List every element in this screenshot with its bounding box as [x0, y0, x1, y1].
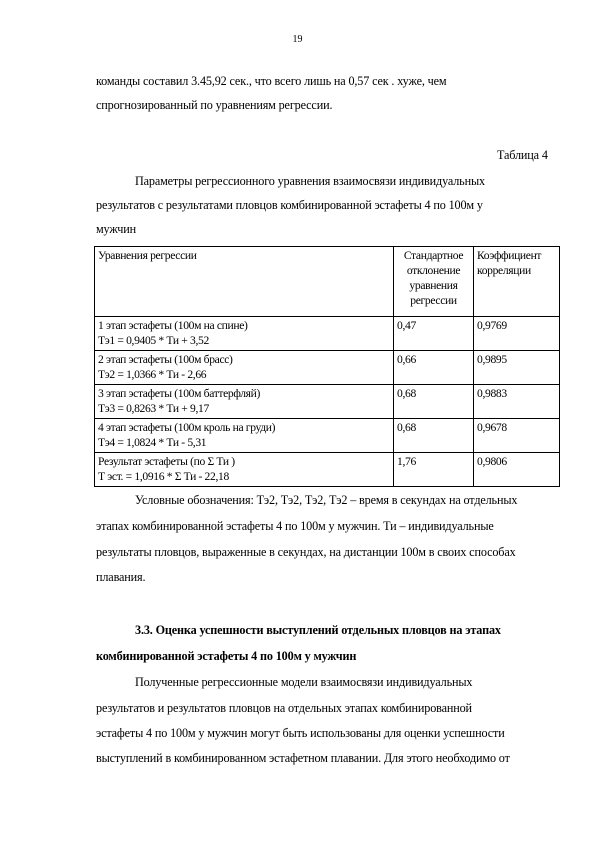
notes-line-3: результаты пловцов, выраженные в секундах, на дистанции 100м в своих способах [96, 545, 516, 559]
notes-line-1: Условные обозначения: Тэ2, Тэ2, Тэ2, Тэ2 – время в секундах на отдельных [135, 493, 518, 507]
std-cell: 0,47 [394, 317, 474, 351]
header-equations: Уравнения регрессии [95, 247, 394, 317]
table-row [95, 351, 560, 385]
body-line-1: Полученные регрессионные модели взаимосвязи индивидуальных [135, 675, 473, 689]
intro-line-1: команды составил 3.45,92 сек., что всего лишь на 0,57 сек . хуже, чем [96, 74, 447, 88]
table-caption-line-3: мужчин [96, 222, 137, 236]
page-number: 19 [292, 34, 303, 45]
correlation-cell: 0,9769 [474, 317, 560, 351]
correlation-cell: 0,9806 [474, 453, 560, 487]
equation-cell: Результат эстафеты (по Σ Ти ) Т эст. = 1,0916 * Σ Ти - 22,18 [95, 453, 394, 487]
table-row [95, 453, 560, 487]
equation-cell: 2 этап эстафеты (100м брасс) Тэ2 = 1,0366 * Ти - 2,66 [95, 351, 394, 385]
table-row [95, 385, 560, 419]
notes-line-4: плавания. [96, 570, 146, 584]
table-caption-line-1: Параметры регрессионного уравнения взаимосвязи индивидуальных [135, 174, 485, 188]
std-cell: 1,76 [394, 453, 474, 487]
section-heading-line-2: комбинированной эстафеты 4 по 100м у мужчин [96, 649, 357, 663]
body-line-4: выступлений в комбинированном эстафетном плавании. Для этого необходимо от [96, 751, 510, 765]
notes-line-2: этапах комбинированной эстафеты 4 по 100м у мужчин. Ти – индивидуальные [96, 519, 494, 533]
header-std-deviation: Стандартное отклонение уравнения регрессии [394, 247, 474, 317]
std-cell: 0,68 [394, 385, 474, 419]
body-line-2: результатов и результатов пловцов на отдельных этапах комбинированной [96, 701, 472, 715]
table-row [95, 317, 560, 351]
intro-line-2: спрогнозированный по уравнениям регрессии. [96, 98, 333, 112]
equation-cell: 1 этап эстафеты (100м на спине) Тэ1 = 0,9405 * Ти + 3,52 [95, 317, 394, 351]
table-caption-line-2: результатов с результатами пловцов комбинированной эстафеты 4 по 100м у [96, 198, 483, 212]
correlation-cell: 0,9883 [474, 385, 560, 419]
body-line-3: эстафеты 4 по 100м у мужчин могут быть использованы для оценки успешности [96, 726, 505, 740]
correlation-cell: 0,9895 [474, 351, 560, 385]
regression-table [94, 246, 560, 487]
table-header-row [95, 247, 560, 317]
header-correlation: Коэффициент корреляции [474, 247, 560, 317]
section-heading-line-1: 3.3. Оценка успешности выступлений отдельных пловцов на этапах [135, 623, 501, 637]
table-label: Таблица 4 [497, 148, 548, 162]
correlation-cell: 0,9678 [474, 419, 560, 453]
std-cell: 0,68 [394, 419, 474, 453]
table-row [95, 419, 560, 453]
std-cell: 0,66 [394, 351, 474, 385]
equation-cell: 4 этап эстафеты (100м кроль на груди) Тэ4 = 1,0824 * Ти - 5,31 [95, 419, 394, 453]
equation-cell: 3 этап эстафеты (100м баттерфляй) Тэ3 = 0,8263 * Ти + 9,17 [95, 385, 394, 419]
